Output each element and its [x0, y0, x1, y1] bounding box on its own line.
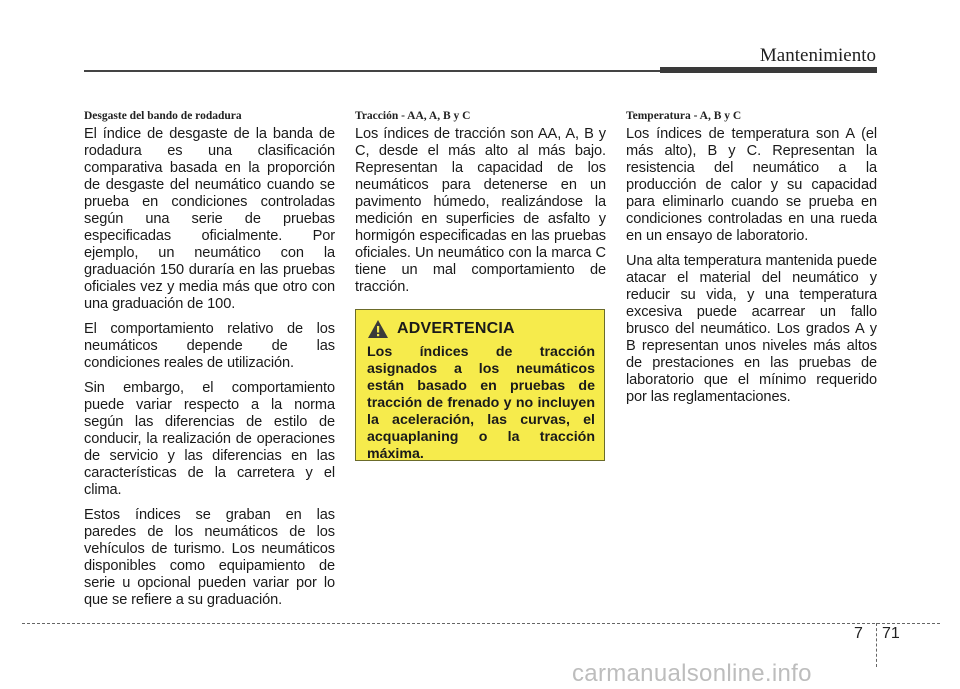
temperature-paragraph: Los índices de temperatura son A (el más alto), B y C. Representan la resistencia del neumático a la producción de calor y su capacidad para eliminarlo cuando se prueba en condiciones controladas en una rueda en un ensayo de laboratorio. [626, 126, 877, 244]
traction-paragraph: Los índices de tracción son AA, A, B y C, desde el más alto al más bajo. Representan la capacidad de los neumáticos para detenerse en un pavimento húmedo, realizándose la medición en superficies de asfalto y hormigón especificadas en las pruebas oficiales. Un neumático con la marca C tiene un mal comportamiento de tracción. [355, 126, 606, 295]
page-number: 71 [882, 625, 900, 642]
tread-wear-heading: Desgaste del bando de rodadura [84, 110, 242, 122]
temperature-heading: Temperatura - A, B y C [626, 110, 742, 122]
header-rule-thick [660, 67, 877, 73]
chapter-number: 7 [854, 625, 863, 642]
column-temperature [626, 110, 877, 414]
traction-heading: Tracción - AA, A, B y C [355, 110, 471, 122]
warning-text: Los índices de tracción asignados a los neumáticos están basado en pruebas de tracción de frenado y no incluyen la aceleración, las curvas, el acquaplaning o la tracción máxima. [367, 344, 595, 462]
warning-header [367, 319, 595, 339]
section-title: Mantenimiento [759, 45, 876, 66]
tread-wear-paragraph: El índice de desgaste de la banda de rodadura es una clasificación comparativa basada en la proporción de desgaste del neumático cuando se prueba en condiciones controladas según una serie de pruebas especificadas oficialmente. Por ejemplo, un neumático con la graduación 150 duraría en las pruebas oficiales vez y media más que otro con una graduación de 100. [84, 126, 335, 312]
temperature-paragraph: Una alta temperatura mantenida puede atacar el material del neumático y reducir su vida, y una temperatura excesiva puede acarrear un fallo brusco del neumático. Los grados A y B representan unos niveles más altos de prestaciones en las pruebas de laboratorio que el mínimo requerido por las reglamentaciones. [626, 253, 877, 405]
warning-triangle-icon [367, 319, 389, 339]
tread-wear-paragraph: Estos índices se graban en las paredes de los neumáticos de los vehículos de turismo. Los neumáticos disponibles como equipamiento de serie u opcional pueden variar por lo que se refiere a su graduación. [84, 507, 335, 608]
footer-divider [22, 623, 940, 624]
footer-page-separator [876, 623, 877, 667]
watermark: carmanualsonline.info [572, 660, 812, 687]
warning-box [355, 309, 605, 461]
warning-title: ADVERTENCIA [397, 320, 515, 337]
column-traction [355, 110, 606, 304]
header-rule-thin [84, 70, 662, 72]
column-tread-wear [84, 110, 335, 617]
tread-wear-paragraph: El comportamiento relativo de los neumáticos depende de las condiciones reales de utilización. [84, 321, 335, 371]
tread-wear-paragraph: Sin embargo, el comportamiento puede variar respecto a la norma según las diferencias de estilo de conducir, la realización de operaciones de servicio y las diferencias en las características de la carretera y el clima. [84, 380, 335, 498]
